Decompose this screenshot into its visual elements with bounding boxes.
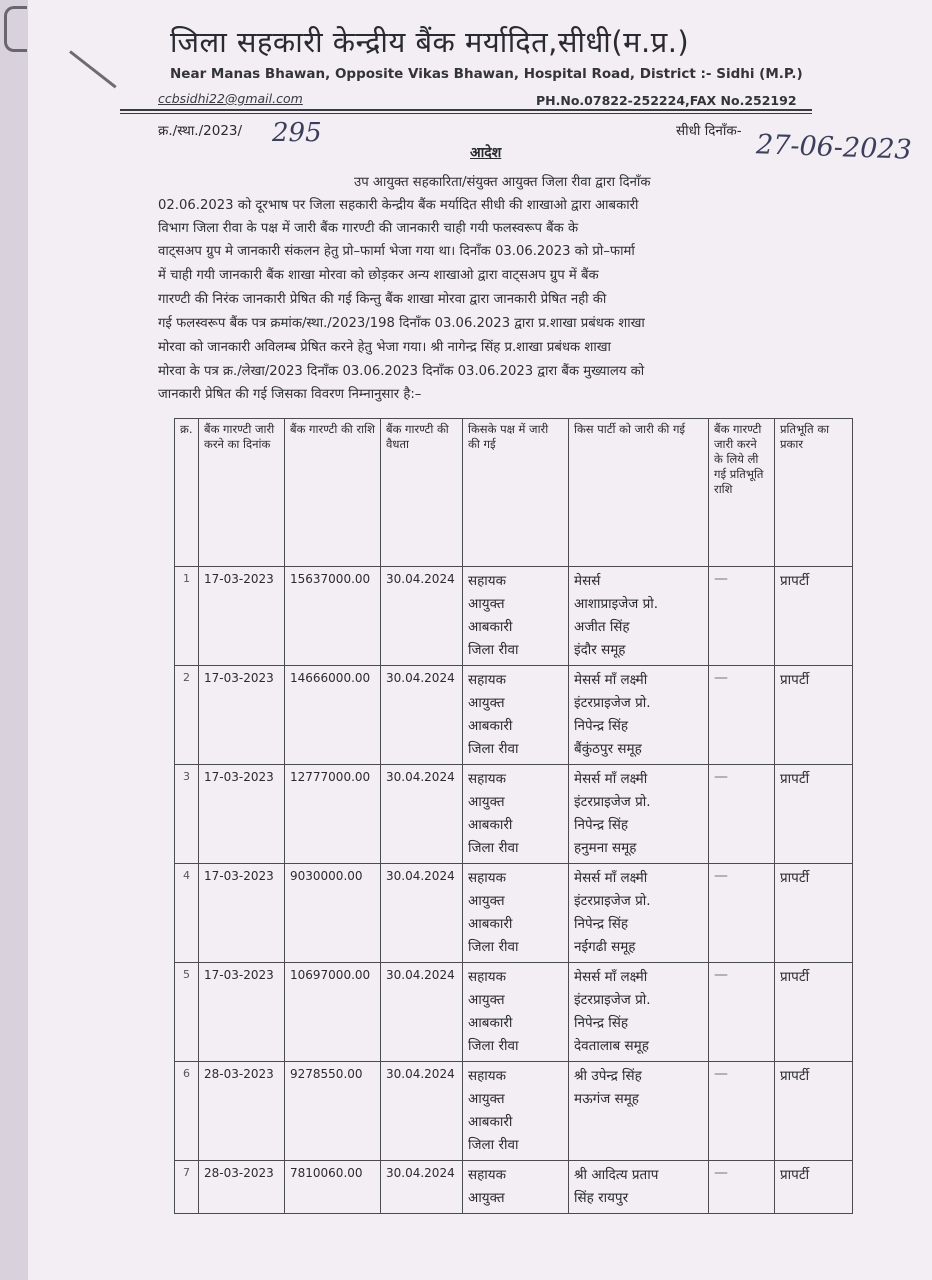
body-line: गारण्टी की निरंक जानकारी प्रेषित की गई किन्तु बैंक शाखा मोरवा द्वारा जानकारी प्रेषित नही की	[158, 292, 607, 307]
cell-issued-to-party-line: मेसर्स माँ लक्ष्मी	[574, 672, 648, 688]
date-handwritten: 27-06-2023	[755, 129, 913, 166]
header-issued-to-party: किस पार्टी को जारी की गई	[569, 419, 709, 567]
cell-in-favour-of-line: आबकारी	[468, 619, 513, 635]
cell-in-favour-of-line: जिला रीवा	[468, 1137, 519, 1153]
bank-address: Near Manas Bhawan, Opposite Vikas Bhawan, Hospital Road, District :- Sidhi (M.P.)	[170, 66, 803, 82]
body-line: गई फलस्वरूप बैंक पत्र क्रमांक/स्था./2023/198 दिनाँक 03.06.2023 द्वारा प्र.शाखा प्रबंधक शाखा	[158, 316, 645, 331]
body-line: में चाही गयी जानकारी बैंक शाखा मोरवा को छोड़कर अन्य शाखाओ द्वारा वाट्सअप ग्रुप में बैंक	[158, 268, 599, 283]
header-security-amount: बैंक गारण्टी जारी करने के लिये ली गई प्रतिभूति राशि	[709, 419, 775, 567]
cell-in-favour-of-line: आयुक्त	[468, 1091, 505, 1107]
cell-in-favour-of-line: आयुक्त	[468, 893, 505, 909]
cell-issue-date: 28-03-2023	[199, 1161, 285, 1214]
cell-security-type: प्रापर्टी	[775, 666, 853, 765]
cell-validity: 30.04.2024	[381, 666, 463, 765]
cell-issued-to-party-line: आशाप्राइजेज प्रो.	[574, 596, 659, 612]
bank-email: ccbsidhi22@gmail.com	[158, 91, 303, 106]
cell-in-favour-of	[463, 1161, 569, 1214]
cell-issued-to-party-line: निपेन्द्र सिंह	[574, 817, 629, 833]
cell-issue-date: 17-03-2023	[199, 864, 285, 963]
cell-validity: 30.04.2024	[381, 1062, 463, 1161]
cell-security-amount: —	[709, 666, 775, 765]
header-serial: क्र.	[175, 419, 199, 567]
cell-in-favour-of	[463, 765, 569, 864]
cell-issued-to-party-line: निपेन्द्र सिंह	[574, 1015, 629, 1031]
cell-security-amount: —	[709, 1161, 775, 1214]
table-row	[175, 1062, 853, 1161]
cell-in-favour-of-line: सहायक	[468, 1167, 506, 1183]
letterhead-divider-thin	[120, 113, 812, 114]
cell-in-favour-of	[463, 963, 569, 1062]
table-row	[175, 963, 853, 1062]
cell-in-favour-of	[463, 567, 569, 666]
bank-phone-fax: PH.No.07822-252224,FAX No.252192	[536, 93, 797, 108]
reference-number-handwritten: 295	[272, 118, 322, 148]
table-row	[175, 765, 853, 864]
cell-in-favour-of-line: जिला रीवा	[468, 741, 519, 757]
cell-issued-to-party-line: निपेन्द्र सिंह	[574, 718, 629, 734]
cell-issue-date: 17-03-2023	[199, 567, 285, 666]
cell-issue-date: 17-03-2023	[199, 666, 285, 765]
cell-in-favour-of-line: आबकारी	[468, 1114, 513, 1130]
cell-security-type: प्रापर्टी	[775, 864, 853, 963]
cell-in-favour-of-line: सहायक	[468, 1068, 506, 1084]
order-heading: आदेश	[470, 145, 502, 161]
body-line: जानकारी प्रेषित की गई जिसका विवरण निम्नानुसार है:–	[158, 387, 422, 402]
cell-issued-to-party	[569, 765, 709, 864]
cell-issued-to-party-line: नईगढी समूह	[574, 939, 636, 955]
cell-security-type: प्रापर्टी	[775, 567, 853, 666]
table-row	[175, 864, 853, 963]
cell-issued-to-party-line: देवतालाब समूह	[574, 1038, 649, 1054]
cell-validity: 30.04.2024	[381, 567, 463, 666]
cell-serial: 3	[175, 765, 199, 864]
cell-in-favour-of-line: आबकारी	[468, 1015, 513, 1031]
cell-amount: 10697000.00	[285, 963, 381, 1062]
cell-security-type: प्रापर्टी	[775, 765, 853, 864]
cell-in-favour-of-line: सहायक	[468, 573, 506, 589]
header-validity: बैंक गारण्टी की वैधता	[381, 419, 463, 567]
cell-issued-to-party-line: श्री उपेन्द्र सिंह	[574, 1068, 642, 1084]
cell-issued-to-party-line: मऊगंज समूह	[574, 1091, 639, 1107]
cell-in-favour-of-line: आयुक्त	[468, 794, 505, 810]
header-issue-date: बैंक गारण्टी जारी करने का दिनांक	[199, 419, 285, 567]
cell-amount: 12777000.00	[285, 765, 381, 864]
cell-in-favour-of	[463, 666, 569, 765]
body-line: विभाग जिला रीवा के पक्ष में जारी बैंक गारण्टी की जानकारी चाही गयी फलस्वरूप बैंक के	[158, 221, 579, 236]
cell-issued-to-party	[569, 864, 709, 963]
bank-letterhead-title: जिला सहकारी केन्द्रीय बैंक मर्यादित,सीधी(म.प्र.)	[170, 25, 690, 59]
cell-security-amount: —	[709, 765, 775, 864]
cell-issued-to-party-line: मेसर्स माँ लक्ष्मी	[574, 771, 648, 787]
cell-issued-to-party	[569, 1062, 709, 1161]
cell-issued-to-party-line: हनुमना समूह	[574, 840, 637, 856]
cell-in-favour-of-line: जिला रीवा	[468, 1038, 519, 1054]
body-line: मोरवा को जानकारी अविलम्ब प्रेषित करने हेतु भेजा गया। श्री नागेन्द्र सिंह प्र.शाखा प्रबंधक शाखा	[158, 340, 611, 355]
cell-issued-to-party-line: इंटरप्राइजेज प्रो.	[574, 794, 651, 810]
cell-issued-to-party-line: मेसर्स	[574, 573, 601, 589]
cell-in-favour-of-line: जिला रीवा	[468, 642, 519, 658]
cell-issued-to-party-line: मेसर्स माँ लक्ष्मी	[574, 969, 648, 985]
cell-validity: 30.04.2024	[381, 765, 463, 864]
cell-in-favour-of	[463, 1062, 569, 1161]
cell-in-favour-of-line: सहायक	[468, 771, 506, 787]
cell-security-type: प्रापर्टी	[775, 963, 853, 1062]
cell-in-favour-of-line: सहायक	[468, 969, 506, 985]
cell-serial: 6	[175, 1062, 199, 1161]
header-amount: बैंक गारण्टी की राशि	[285, 419, 381, 567]
table-row	[175, 1161, 853, 1214]
cell-issue-date: 17-03-2023	[199, 963, 285, 1062]
cell-issued-to-party-line: सिंह रायपुर	[574, 1190, 629, 1206]
cell-serial: 1	[175, 567, 199, 666]
body-line: 02.06.2023 को दूरभाष पर जिला सहकारी केन्द्रीय बैंक मर्यादित सीधी की शाखाओ द्वारा आबकारी	[158, 198, 639, 213]
cell-in-favour-of-line: आयुक्त	[468, 695, 505, 711]
cell-serial: 4	[175, 864, 199, 963]
table-row	[175, 567, 853, 666]
body-line: मोरवा के पत्र क्र./लेखा/2023 दिनाँक 03.06.2023 दिनाँक 03.06.2023 द्वारा बैंक मुख्यालय को	[158, 364, 645, 379]
cell-issued-to-party-line: इंदौर समूह	[574, 642, 626, 658]
header-in-favour-of: किसके पक्ष में जारी की गई	[463, 419, 569, 567]
cell-amount: 14666000.00	[285, 666, 381, 765]
body-line: वाट्सअप ग्रुप मे जानकारी संकलन हेतु प्रो–फार्मा भेजा गया था। दिनाँक 03.06.2023 को प्रो–फार्मा	[158, 244, 635, 259]
cell-security-amount: —	[709, 963, 775, 1062]
cell-issued-to-party-line: निपेन्द्र सिंह	[574, 916, 629, 932]
page-edge	[0, 0, 28, 1280]
cell-security-amount: —	[709, 1062, 775, 1161]
cell-issued-to-party-line: इंटरप्राइजेज प्रो.	[574, 695, 651, 711]
reference-label: क्र./स्था./2023/	[158, 123, 243, 139]
cell-issued-to-party	[569, 963, 709, 1062]
cell-serial: 2	[175, 666, 199, 765]
cell-issue-date: 28-03-2023	[199, 1062, 285, 1161]
binder-mark	[4, 6, 27, 52]
table-row	[175, 666, 853, 765]
cell-amount: 7810060.00	[285, 1161, 381, 1214]
cell-issued-to-party-line: बैंकुंठपुर समूह	[574, 741, 642, 757]
cell-in-favour-of-line: आबकारी	[468, 718, 513, 734]
cell-issue-date: 17-03-2023	[199, 765, 285, 864]
cell-issued-to-party-line: इंटरप्राइजेज प्रो.	[574, 992, 651, 1008]
cell-in-favour-of-line: आयुक्त	[468, 596, 505, 612]
cell-issued-to-party	[569, 567, 709, 666]
table-header-row	[175, 419, 853, 567]
cell-issued-to-party-line: मेसर्स माँ लक्ष्मी	[574, 870, 648, 886]
cell-security-amount: —	[709, 864, 775, 963]
cell-validity: 30.04.2024	[381, 963, 463, 1062]
cell-serial: 5	[175, 963, 199, 1062]
bank-guarantee-table	[174, 418, 853, 1214]
cell-in-favour-of-line: आयुक्त	[468, 992, 505, 1008]
cell-issued-to-party-line: अजीत सिंह	[574, 619, 630, 635]
cell-validity: 30.04.2024	[381, 1161, 463, 1214]
cell-validity: 30.04.2024	[381, 864, 463, 963]
place-date-label: सीधी दिनाँक-	[676, 123, 742, 139]
cell-amount: 15637000.00	[285, 567, 381, 666]
cell-issued-to-party-line: इंटरप्राइजेज प्रो.	[574, 893, 651, 909]
header-security-type: प्रतिभूति का प्रकार	[775, 419, 853, 567]
cell-in-favour-of-line: सहायक	[468, 672, 506, 688]
cell-amount: 9278550.00	[285, 1062, 381, 1161]
letterhead-divider	[120, 109, 812, 111]
cell-issued-to-party	[569, 1161, 709, 1214]
cell-issued-to-party	[569, 666, 709, 765]
cell-security-type: प्रापर्टी	[775, 1161, 853, 1214]
cell-in-favour-of-line: सहायक	[468, 870, 506, 886]
cell-in-favour-of-line: आबकारी	[468, 916, 513, 932]
cell-in-favour-of	[463, 864, 569, 963]
cell-security-type: प्रापर्टी	[775, 1062, 853, 1161]
cell-in-favour-of-line: आबकारी	[468, 817, 513, 833]
cell-in-favour-of-line: आयुक्त	[468, 1190, 505, 1206]
cell-issued-to-party-line: श्री आदित्य प्रताप	[574, 1167, 659, 1183]
cell-amount: 9030000.00	[285, 864, 381, 963]
cell-in-favour-of-line: जिला रीवा	[468, 939, 519, 955]
cell-serial: 7	[175, 1161, 199, 1214]
cell-in-favour-of-line: जिला रीवा	[468, 840, 519, 856]
cell-security-amount: —	[709, 567, 775, 666]
body-line: उप आयुक्त सहकारिता/संयुक्त आयुक्त जिला रीवा द्वारा दिनाँक	[354, 175, 651, 190]
